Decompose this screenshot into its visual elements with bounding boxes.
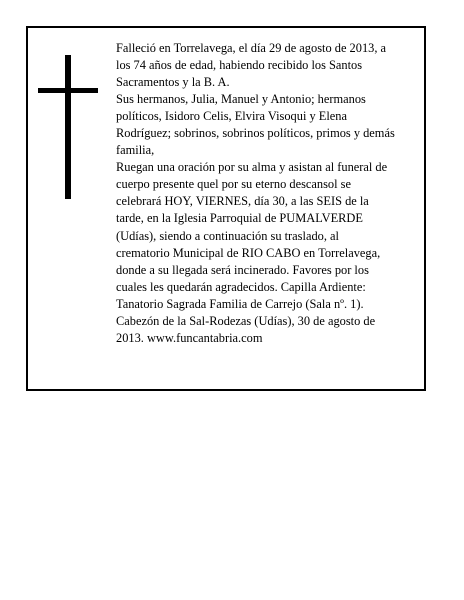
cross-vertical-bar: [65, 55, 71, 199]
obituary-line: Falleció en Torrelavega, el día 29 de agosto de 2013, a: [116, 41, 387, 55]
obituary-line: Sacramentos y la B. A.: [116, 75, 230, 90]
obituary-line: políticos, Isidoro Celis, Elvira Visoqui y Elena: [116, 109, 347, 124]
obituary-text: [116, 40, 422, 347]
obituary-line: celebrará HOY, VIERNES, día 30, a las SEIS de la: [116, 194, 369, 209]
obituary-line: (Udías), siendo a continuación su traslado, al: [116, 228, 339, 243]
obituary-line: donde a su llegada será incinerado. Favores por los: [116, 262, 369, 277]
obituary-notice: [26, 26, 426, 391]
obituary-line: Rodríguez; sobrinos, sobrinos políticos, primos y demás: [116, 126, 395, 141]
obituary-line: los 74 años de edad, habiendo recibido los Santos: [116, 58, 363, 73]
obituary-line: familia,: [116, 143, 155, 158]
obituary-line: crematorio Municipal de RIO CABO en Torrelavega,: [116, 245, 381, 260]
obituary-line: cuales les quedarán agradecidos. Capilla Ardiente:: [116, 279, 366, 294]
cross-icon: [38, 55, 98, 199]
obituary-line: tarde, en la Iglesia Parroquial de PUMALVERDE: [116, 211, 363, 226]
obituary-line: Tanatorio Sagrada Familia de Carrejo (Sala nº. 1).: [116, 296, 364, 311]
obituary-line: Sus hermanos, Julia, Manuel y Antonio; hermanos: [116, 92, 366, 107]
obituary-line: Cabezón de la Sal-Rodezas (Udías), 30 de agosto de: [116, 313, 376, 328]
obituary-line: Ruegan una oración por su alma y asistan al funeral de: [116, 160, 388, 175]
obituary-line: 2013. www.funcantabria.com: [116, 330, 263, 345]
obituary-line: cuerpo presente quel por su eterno descansol se: [116, 177, 351, 192]
cross-horizontal-bar: [38, 88, 98, 93]
